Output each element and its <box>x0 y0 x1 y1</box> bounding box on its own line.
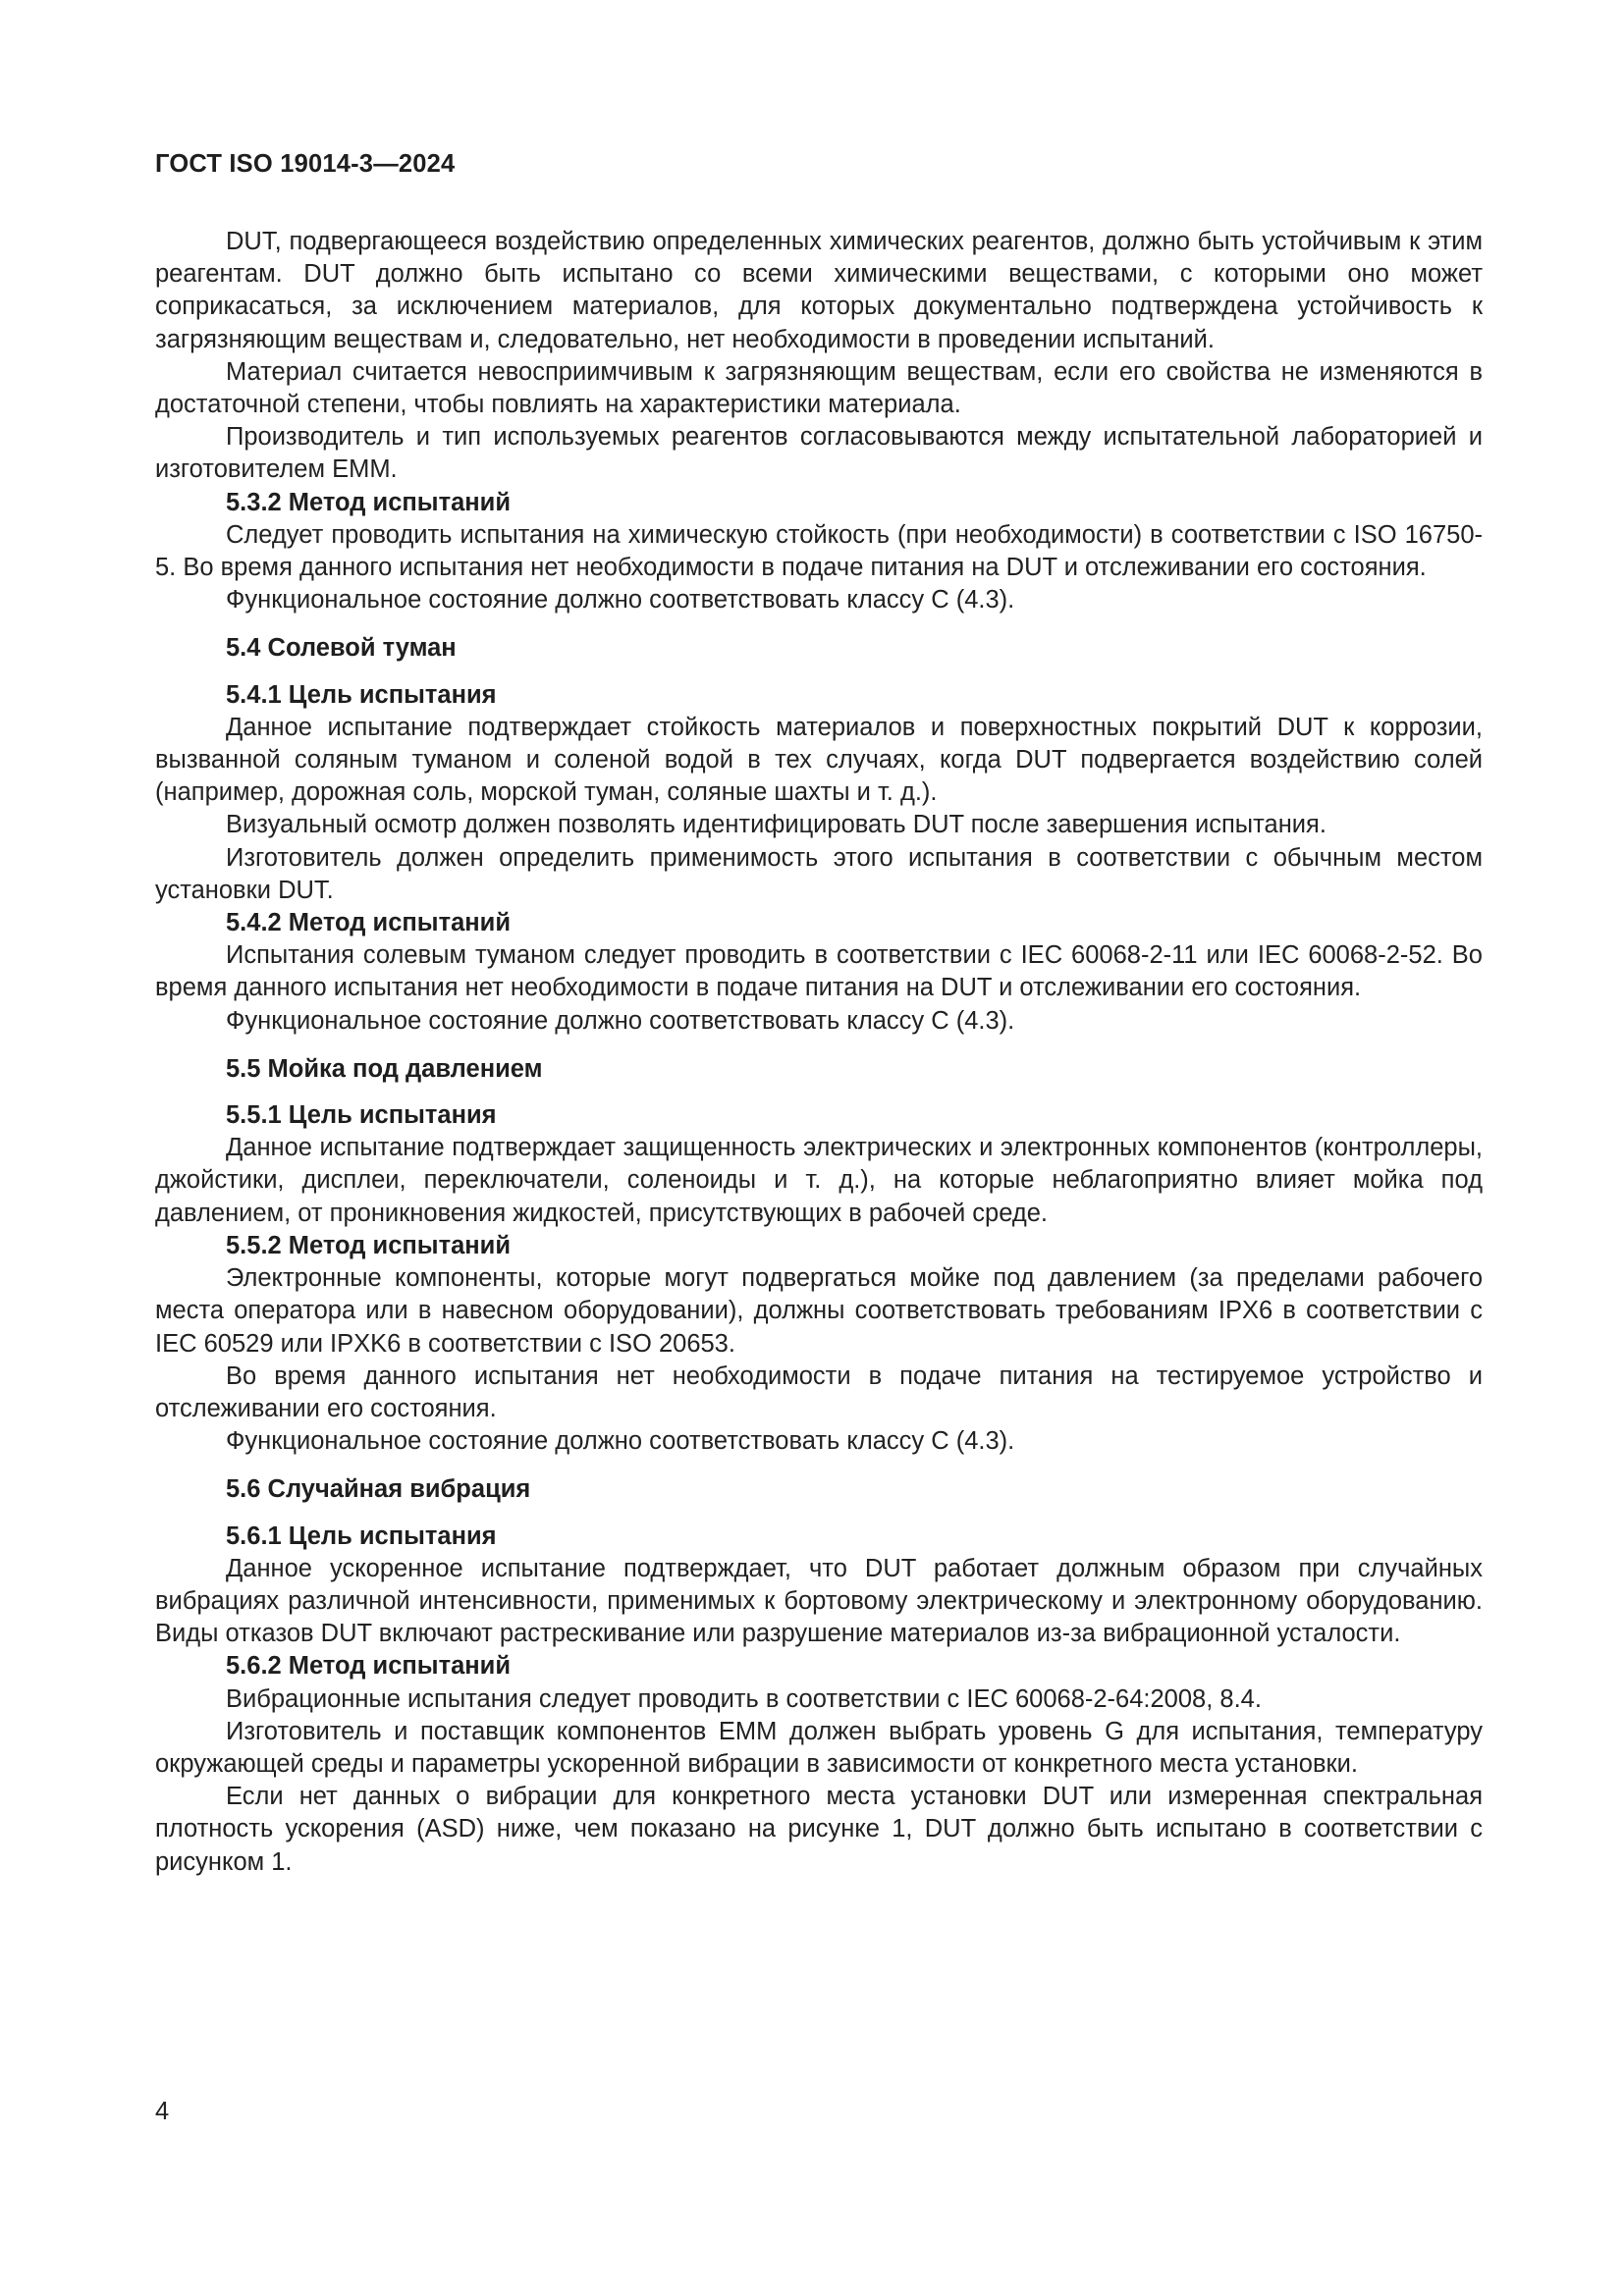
subsection-heading-5-4-2: 5.4.2 Метод испытаний <box>226 909 512 937</box>
paragraph: Производитель и тип используемых реагентов согласовываются между испытательной лабораторией и изготовителем EMM. <box>155 423 1483 484</box>
paragraph: Данное ускоренное испытание подтверждает, что DUT работает должным образом при случайных вибрациях различной интенсивности, применимых к бортовому электрическому и электронному оборудованию. Виды отказов DUT включают растрескивание или разрушение материалов из-за вибрационной усталости. <box>155 1554 1483 1648</box>
paragraph: Материал считается невосприимчивым к загрязняющим веществам, если его свойства не изменяются в достаточной степени, чтобы повлиять на характеристики материала. <box>155 357 1483 419</box>
section-heading-5-4: 5.4 Солевой туман <box>226 634 457 663</box>
subsection-heading-5-6-2: 5.6.2 Метод испытаний <box>226 1652 512 1681</box>
paragraph: Испытания солевым туманом следует проводить в соответствии с IEC 60068-2-11 или IEC 60068-2-52. Во время данного испытания нет необходимости в подаче питания на DUT и отслеживании его состояния. <box>155 941 1483 1002</box>
subsection-heading-5-3-2: 5.3.2 Метод испытаний <box>226 488 512 516</box>
document-page <box>155 0 1483 2296</box>
paragraph: Визуальный осмотр должен позволять идентифицировать DUT после завершения испытания. <box>226 811 1326 839</box>
subsection-heading-5-5-1: 5.5.1 Цель испытания <box>226 1101 497 1130</box>
paragraph: Вибрационные испытания следует проводить в соответствии с IEC 60068-2-64:2008, 8.4. <box>226 1684 1262 1713</box>
section-heading-5-5: 5.5 Мойка под давлением <box>226 1054 543 1083</box>
paragraph: Изготовитель должен определить применимость этого испытания в соответствии с обычным местом установки DUT. <box>155 843 1483 904</box>
paragraph: Данное испытание подтверждает защищенность электрических и электронных компонентов (контроллеры, джойстики, дисплеи, переключатели, соленоиды и т. д.), на которые неблагоприятно влияет мойка под давлением, от проникновения жидкостей, присутствующих в рабочей среде. <box>155 1134 1483 1227</box>
subsection-heading-5-5-2: 5.5.2 Метод испытаний <box>226 1231 512 1259</box>
paragraph: Следует проводить испытания на химическую стойкость (при необходимости) в соответствии с ISO 16750-5. Во время данного испытания нет необходимости в подаче питания на DUT и отслеживании его состояния. <box>155 520 1483 582</box>
paragraph: DUT, подвергающееся воздействию определенных химических реагентов, должно быть устойчивым к этим реагентам. DUT должно быть испытано со всеми химическими веществами, с которыми оно может соприкасаться, за исключением материалов, для которых документально подтверждена устойчивость к загрязняющим веществам и, следовательно, нет необходимости в проведении испытаний. <box>155 228 1483 353</box>
paragraph: Электронные компоненты, которые могут подвергаться мойке под давлением (за пределами рабочего места оператора или в навесном оборудовании), должны соответствовать требованиям IPX6 в соответствии с IEC 60529 или IPXK6 в соответствии с ISO 20653. <box>155 1264 1483 1358</box>
paragraph: Если нет данных о вибрации для конкретного места установки DUT или измеренная спектральная плотность ускорения (ASD) ниже, чем показано на рисунке 1, DUT должно быть испытано в соответствии с рисунком 1. <box>155 1783 1483 1876</box>
document-id-header: ГОСТ ISO 19014-3—2024 <box>155 150 456 178</box>
paragraph: Функциональное состояние должно соответствовать классу С (4.3). <box>226 586 1015 614</box>
subsection-heading-5-6-1: 5.6.1 Цель испытания <box>226 1522 497 1550</box>
paragraph: Данное испытание подтверждает стойкость материалов и поверхностных покрытий DUT к коррозии, вызванной соляным туманом и соленой водой в тех случаях, когда DUT подвергается воздействию солей (например, дорожная соль, морской туман, соляные шахты и т. д.). <box>155 713 1483 807</box>
paragraph: Функциональное состояние должно соответствовать классу С (4.3). <box>226 1427 1015 1456</box>
document-body <box>155 226 1483 1879</box>
subsection-heading-5-4-1: 5.4.1 Цель испытания <box>226 680 497 709</box>
section-heading-5-6: 5.6 Случайная вибрация <box>226 1475 531 1504</box>
paragraph: Изготовитель и поставщик компонентов EMM должен выбрать уровень G для испытания, температуру окружающей среды и параметры ускоренной вибрации в зависимости от конкретного места установки. <box>155 1717 1483 1778</box>
page-number: 4 <box>155 2098 170 2125</box>
paragraph: Во время данного испытания нет необходимости в подаче питания на тестируемое устройство и отслеживании его состояния. <box>155 1362 1483 1422</box>
paragraph: Функциональное состояние должно соответствовать классу С (4.3). <box>226 1006 1015 1035</box>
